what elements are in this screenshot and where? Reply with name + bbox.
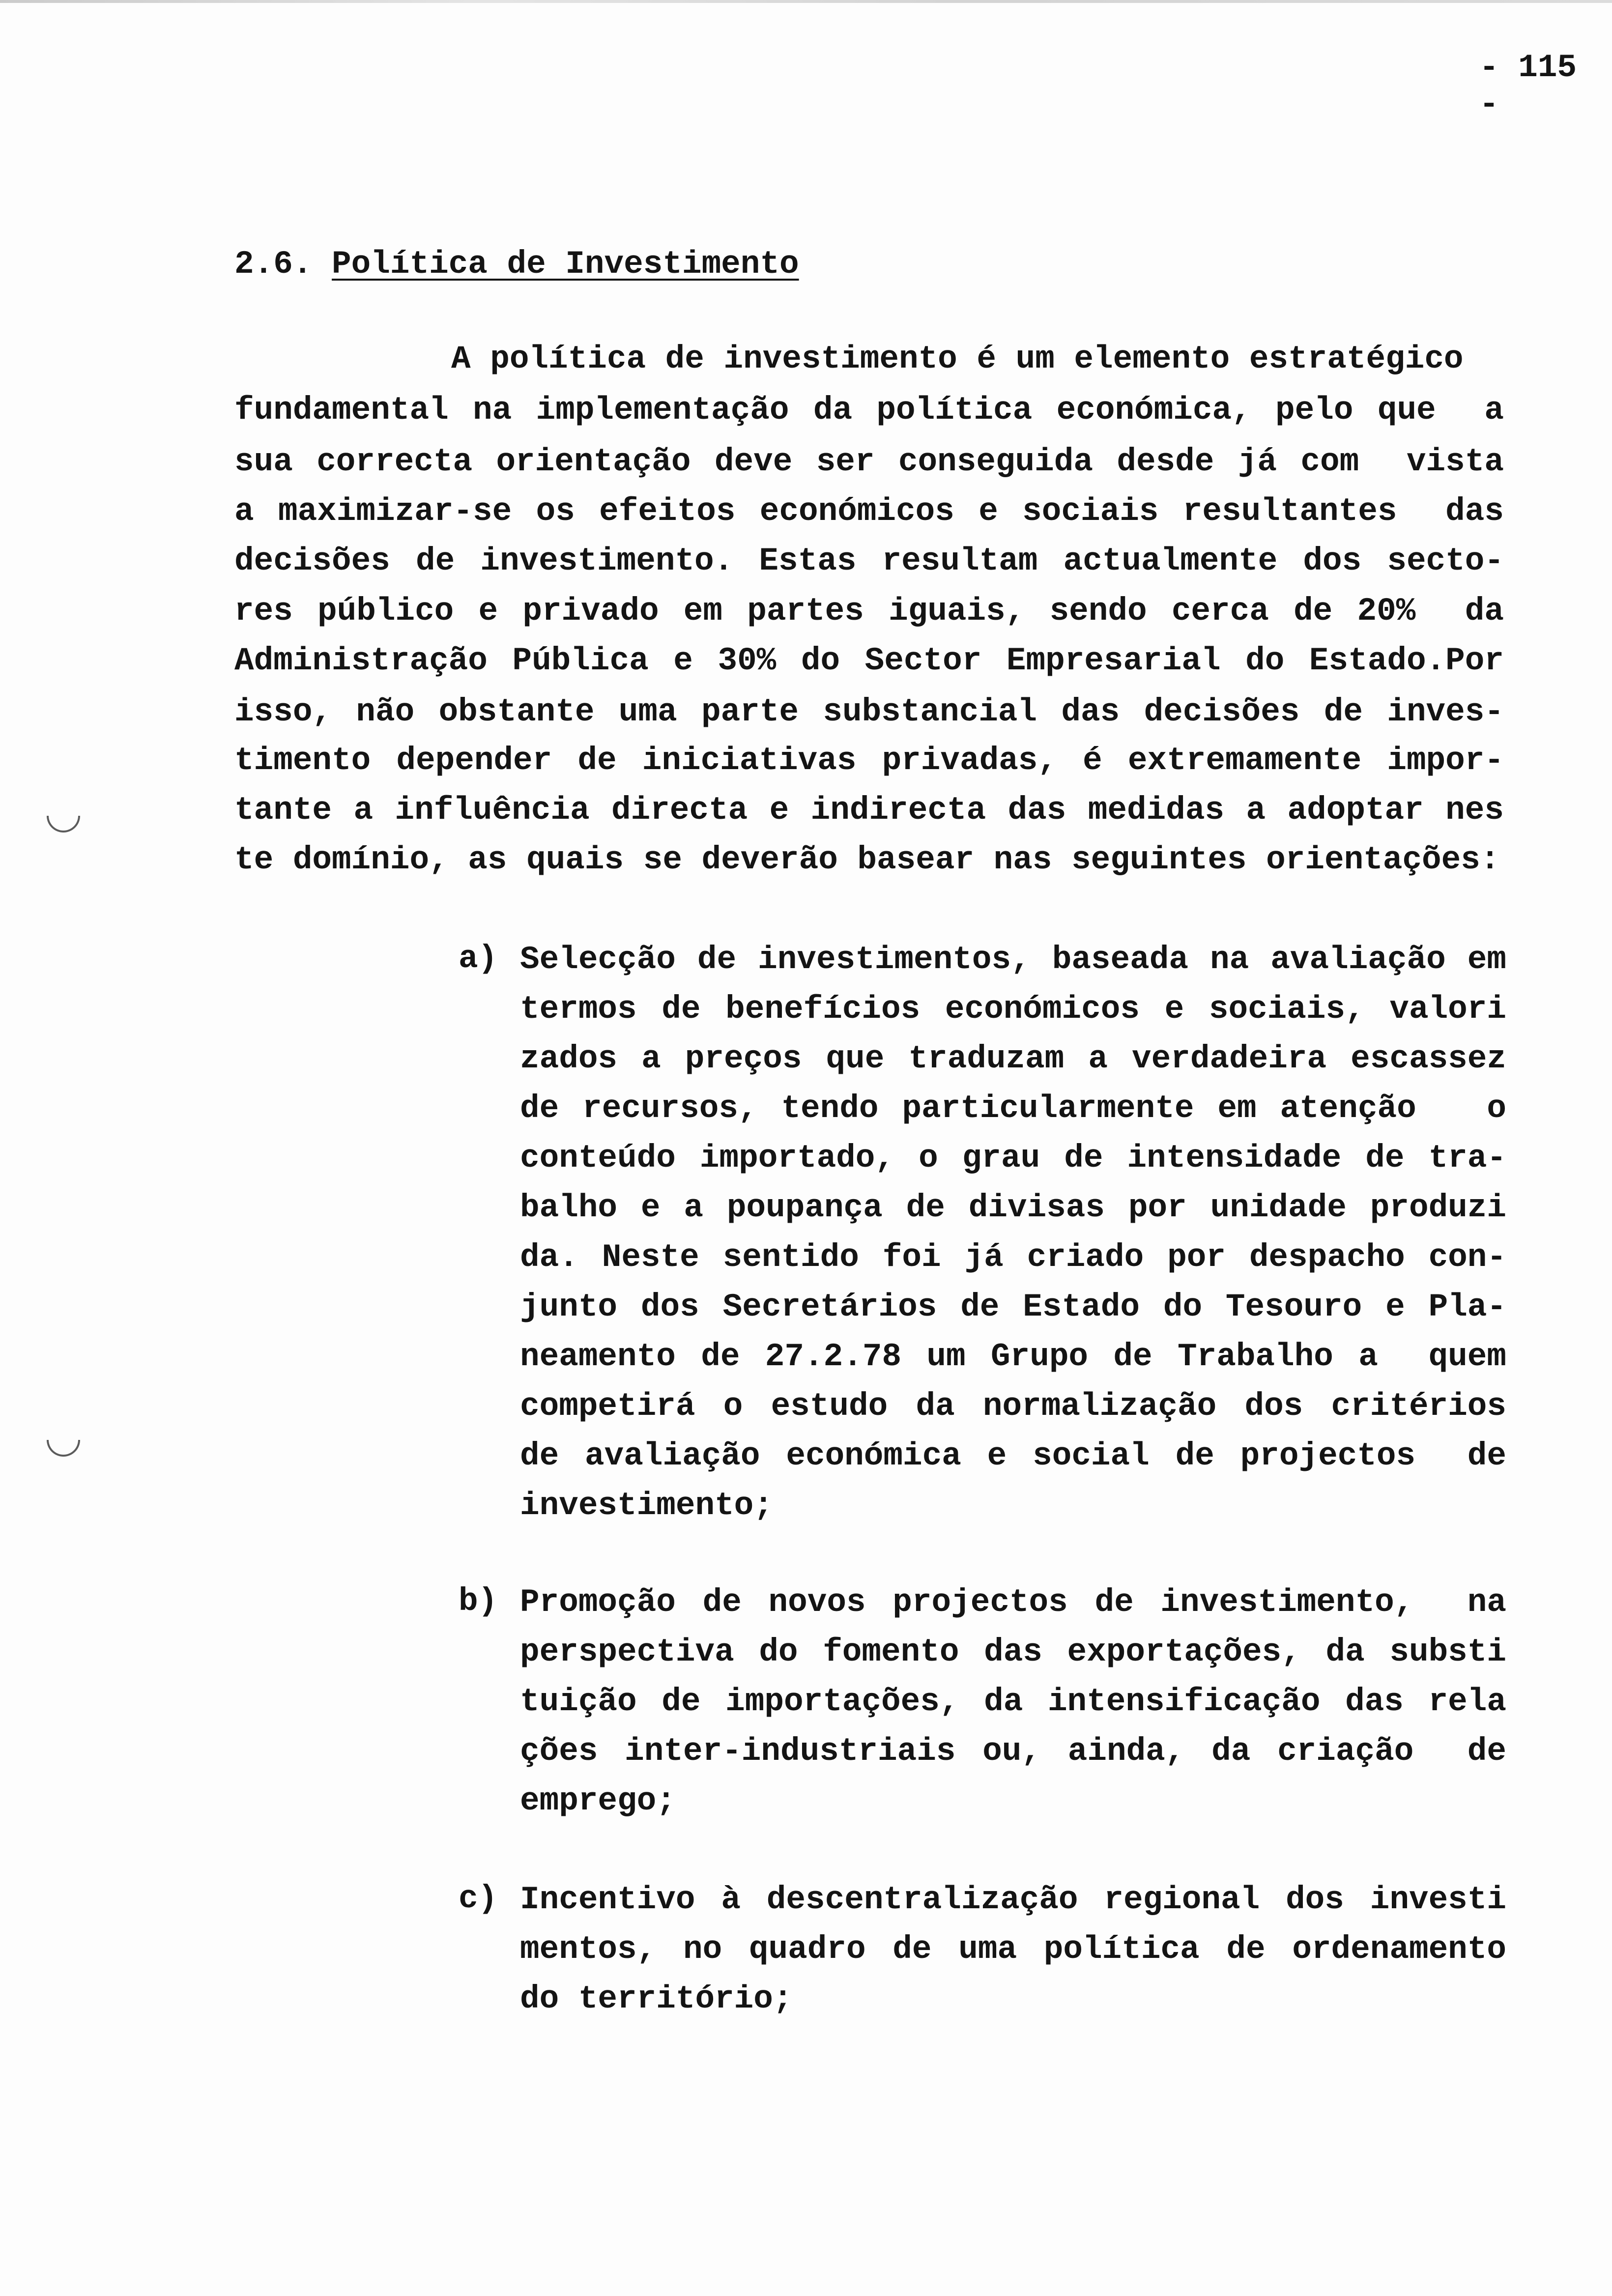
list-item-line: conteúdo importado, o grau de intensidade de tra-: [520, 1140, 1506, 1177]
list-item-line: junto dos Secretários de Estado do Tesouro e Pla-: [520, 1289, 1506, 1325]
paragraph-line: tante a influência directa e indirecta das medidas a adoptar nes: [234, 792, 1504, 829]
paragraph-line: decisões de investimento. Estas resultam actualmente dos secto-: [234, 543, 1504, 579]
paragraph-line: te domínio, as quais se deverão basear nas seguintes orientações:: [234, 841, 1500, 878]
paragraph-line: res público e privado em partes iguais, sendo cerca de 20% da: [234, 593, 1504, 630]
list-item-line: emprego;: [520, 1782, 676, 1819]
paragraph-line: sua correcta orientação deve ser conseguida desde já com vista: [234, 443, 1504, 480]
paragraph-line: a maximizar-se os efeitos económicos e sociais resultantes das: [234, 493, 1504, 530]
list-item-line: Promoção de novos projectos de investimento, na: [520, 1584, 1506, 1621]
list-item-line: balho e a poupança de divisas por unidade produzi: [520, 1189, 1506, 1226]
list-item-line: de avaliação económica e social de projectos de: [520, 1437, 1506, 1474]
list-item-line: investimento;: [520, 1487, 773, 1524]
list-item-line: termos de benefícios económicos e sociais, valori: [520, 991, 1506, 1028]
paragraph-line: A política de investimento é um elemento estratégico: [451, 341, 1464, 377]
paragraph-line: fundamental na implementação da política económica, pelo que a: [234, 392, 1504, 429]
list-item-line: de recursos, tendo particularmente em atenção o: [520, 1090, 1506, 1127]
list-item-label: b): [459, 1583, 498, 1620]
punch-mark: [47, 1440, 80, 1457]
punch-mark: [47, 816, 80, 832]
list-item-line: perspectiva do fomento das exportações, da substi: [520, 1634, 1506, 1670]
section-title: Política de Investimento: [332, 246, 799, 283]
list-item-line: tuição de importações, da intensificação das rela: [520, 1683, 1506, 1720]
section-heading: [234, 246, 799, 283]
list-item-label: a): [459, 940, 498, 977]
list-item-line: ções inter-industriais ou, ainda, da criação de: [520, 1733, 1506, 1770]
list-item-line: neamento de 27.2.78 um Grupo de Trabalho a quem: [520, 1338, 1506, 1375]
list-item-line: competirá o estudo da normalização dos critérios: [520, 1388, 1506, 1425]
section-number: 2.6.: [234, 246, 313, 283]
list-item-line: da. Neste sentido foi já criado por despacho con-: [520, 1239, 1506, 1276]
paragraph-line: isso, não obstante uma parte substancial das decisões de inves-: [234, 693, 1504, 730]
list-item-line: mentos, no quadro de uma política de ordenamento: [520, 1931, 1506, 1968]
scan-edge-line: [0, 0, 1612, 3]
page-number: - 115 -: [1479, 49, 1577, 123]
list-item-line: Selecção de investimentos, baseada na avaliação em: [520, 941, 1506, 978]
list-item-label: c): [459, 1880, 498, 1917]
paragraph-line: timento depender de iniciativas privadas, é extremamente impor-: [234, 742, 1504, 779]
list-item-line: Incentivo à descentralização regional dos investi: [520, 1881, 1506, 1918]
paragraph-line: Administração Pública e 30% do Sector Empresarial do Estado.Por: [234, 642, 1504, 679]
list-item-line: do território;: [520, 1980, 793, 2017]
list-item-line: zados a preços que traduzam a verdadeira escassez: [520, 1040, 1506, 1077]
